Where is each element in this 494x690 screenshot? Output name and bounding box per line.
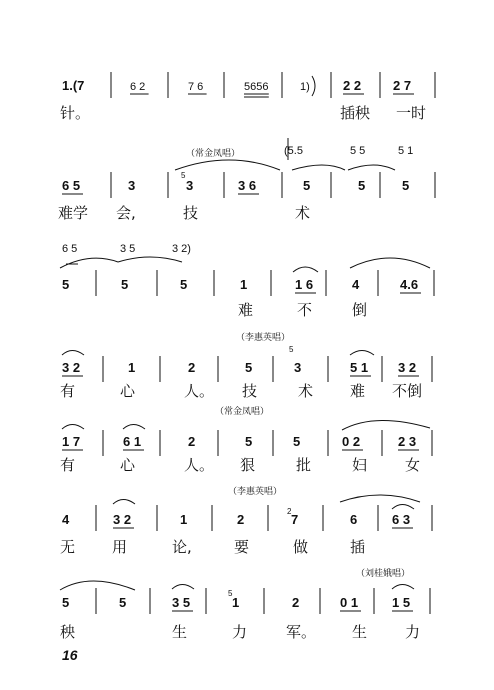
lyric: 技 [183, 204, 199, 222]
system-6 [60, 485, 413, 556]
svg-text:5: 5 [228, 589, 233, 598]
note-group: 6 1 [123, 434, 142, 449]
lyric: 有 [60, 382, 76, 400]
lyric: 要 [234, 538, 250, 556]
note-group: 0 1 [340, 595, 359, 610]
note-group: 3 [294, 360, 302, 375]
note-group: 1.(7 [62, 78, 85, 93]
lyric: 批 [296, 456, 312, 474]
lyric: 有 [60, 456, 76, 474]
note-group: 2 [237, 512, 245, 527]
note-group: 6 5 [62, 178, 81, 193]
note-group: 5 [402, 178, 410, 193]
note-group: 3 [128, 178, 136, 193]
lyric: 生 [352, 623, 368, 641]
note-group: 2 [188, 434, 196, 449]
note-group: 6 2 [130, 81, 146, 93]
lyric: 做 [293, 538, 309, 556]
note-group: 5 [358, 178, 366, 193]
svg-text:5: 5 [289, 345, 294, 354]
lyric: 难 [238, 301, 254, 319]
note-group: 1 [232, 595, 240, 610]
lyric: 不倒 [392, 382, 423, 400]
note-group: 3 2 [62, 360, 81, 375]
lyric: 人。 [184, 382, 215, 400]
instrument-note: 5 5 [350, 145, 366, 157]
note-group: 3 6 [238, 178, 257, 193]
lyric: 用 [112, 538, 128, 556]
note-group: 2 [188, 360, 196, 375]
note-group: 2 2 [343, 78, 362, 93]
note-group: 0 2 [342, 434, 361, 449]
note-group: 5 [180, 277, 188, 292]
note-group: 2 [292, 595, 300, 610]
note-group: 1 [180, 512, 188, 527]
lyric: 技 [242, 382, 258, 400]
note-group: 1 [240, 277, 248, 292]
note-group: 7 [291, 512, 299, 527]
instrument-note: 6 5 [62, 243, 78, 255]
lyric: 妇 [352, 456, 368, 474]
svg-text:5: 5 [181, 171, 186, 180]
note-group: 5 1 [350, 360, 369, 375]
note-group: 5 [293, 434, 301, 449]
singer-label: （常金凤唱） [186, 149, 241, 159]
lyric: 不 [297, 301, 313, 319]
note-group: 3 2 [113, 512, 132, 527]
note-group: 1) [300, 81, 310, 93]
note-group: 5 [119, 595, 127, 610]
system-3 [62, 243, 421, 319]
note-group: 5 [62, 277, 70, 292]
instrument-note: (5.5 [284, 145, 303, 157]
note-group: 3 2 [398, 360, 417, 375]
note-group: 2 3 [398, 434, 417, 449]
note-group: 5 [303, 178, 311, 193]
note-group: 3 [186, 178, 194, 193]
page-number: 16 [62, 647, 78, 663]
note-group: 1 5 [392, 595, 411, 610]
svg-text:2: 2 [287, 507, 292, 516]
lyric: 倒 [352, 301, 368, 319]
note-group: 3 5 [172, 595, 191, 610]
score-decorations [60, 72, 435, 614]
singer-label: （李惠英唱） [228, 487, 283, 497]
system-7 [60, 567, 420, 641]
note-group: 7 6 [188, 81, 204, 93]
singer-label: （李惠英唱） [236, 333, 291, 343]
lyric: 难 [350, 382, 366, 400]
singer-label: （常金凤唱） [215, 407, 270, 417]
lyric: 女 [405, 456, 421, 474]
lyric: 难学 [58, 204, 89, 222]
lyric: 军。 [286, 623, 317, 641]
note-group: 5656 [244, 81, 269, 93]
singer-label: （刘桂娥唱） [356, 569, 411, 579]
note-group: 1 [128, 360, 136, 375]
system-4 [60, 331, 422, 400]
note-group: 5 [245, 360, 253, 375]
lyric: 秧 [60, 623, 76, 641]
lyric: 插秧 [340, 104, 371, 122]
lyric: 人。 [184, 456, 215, 474]
lyric: 心 [120, 382, 136, 400]
instrument-note: 3 2) [172, 243, 191, 255]
note-group: 6 3 [392, 512, 411, 527]
lyric: 狠 [240, 456, 256, 474]
lyric: 力 [405, 623, 421, 641]
note-group: 2 7 [393, 78, 412, 93]
lyric: 无 [60, 538, 76, 556]
lyric: 论, [172, 538, 192, 556]
lyric: 插 [350, 538, 366, 556]
lyric: 会, [116, 204, 136, 222]
instrument-note: 3 5 [120, 243, 136, 255]
system-1 [60, 78, 426, 122]
lyric: 一时 [396, 104, 427, 122]
note-group: 1 6 [295, 277, 314, 292]
note-group: 1 7 [62, 434, 81, 449]
note-group: 4.6 [400, 277, 419, 292]
note-group: 5 [245, 434, 253, 449]
instrument-note: 5 1 [398, 145, 414, 157]
lyric: 生 [172, 623, 188, 641]
lyric: 术 [298, 382, 314, 400]
note-group: 5 [62, 595, 70, 610]
note-group: 5 [121, 277, 129, 292]
lyric: 针。 [60, 104, 91, 122]
lyric: 心 [120, 456, 136, 474]
note-group: 4 [352, 277, 360, 292]
system-5 [60, 405, 420, 474]
note-group: 4 [62, 512, 70, 527]
lyric: 术 [295, 204, 311, 222]
note-group: 6 [350, 512, 358, 527]
lyric: 力 [232, 623, 248, 641]
